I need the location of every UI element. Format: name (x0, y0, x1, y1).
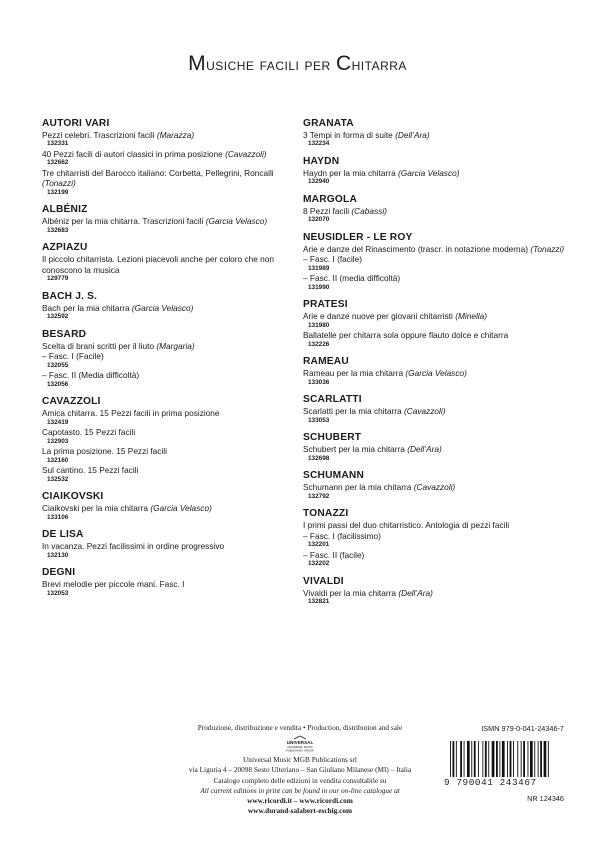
work-title (303, 330, 565, 340)
catalogue-code: 132053 (47, 589, 69, 597)
catalogue-note-it: Catalogo completo delle edizioni in vendita consultabile su (213, 775, 387, 785)
link-durand[interactable]: www.durand-salabert-eschig.com (247, 806, 353, 816)
barcode-bar (464, 741, 465, 777)
work-title (42, 408, 304, 418)
composer-name: SCHUMANN (303, 470, 365, 482)
work-title (303, 244, 565, 254)
catalogue-note-en: All current editions in print can be found in our on-line catalogue at (200, 785, 400, 795)
barcode-bar (544, 741, 547, 777)
catalogue-code: 129779 (47, 275, 69, 283)
catalogue-code: 132683 (47, 226, 69, 234)
work-editor: (Garcia Velasco) (398, 168, 460, 178)
barcode-bar (450, 741, 451, 777)
work-title (303, 311, 565, 321)
composer-name: HAYDN (303, 156, 340, 167)
work-title (303, 588, 565, 598)
work-editor: (Garcia Velasco) (150, 503, 212, 514)
catalogue-code: 132202 (308, 560, 330, 568)
barcode-bar (538, 741, 539, 777)
barcode-bar (510, 741, 512, 777)
barcode-bar (530, 741, 533, 777)
composer-entry (303, 231, 565, 292)
barcode-bar (548, 741, 549, 777)
catalogue-code: 131989 (308, 264, 330, 272)
work-text: Il piccolo chitarrista. Lezioni piacevoli anche per coloro che non conoscono la musica (42, 254, 274, 275)
work-title (303, 406, 565, 416)
work-title (42, 130, 304, 140)
work-editor: (Margaria) (156, 340, 195, 351)
composer-entry (42, 395, 304, 484)
catalogue-code: 132662 (47, 159, 69, 167)
work-editor: (Marazza) (156, 130, 195, 140)
work-editor: (Dell’Ara) (407, 444, 442, 455)
work-title (42, 579, 304, 589)
work-text: Scarlatti per la mia chitarra (303, 406, 404, 417)
ismn-number: ISMN 979-0-041-24346-7 (481, 724, 564, 733)
svg-text:UNIVERSAL: UNIVERSAL (286, 740, 314, 746)
composer-name: AUTORI VARI (42, 118, 110, 129)
barcode-bar (482, 741, 483, 777)
barcode-bar (517, 741, 518, 777)
composer-entry (42, 528, 304, 560)
composer-name: CIAIKOVSKI (42, 491, 104, 503)
work-editor: (Cavazzoli) (225, 149, 267, 159)
catalogue-code: 132419 (47, 418, 69, 426)
work-title (42, 303, 304, 313)
work-text: Sul cantino. 15 Pezzi facili (42, 465, 139, 476)
barcode-bar (534, 741, 535, 777)
work-text: 8 Pezzi facili (303, 206, 352, 216)
barcode-bar (467, 741, 470, 777)
barcode-bar (528, 741, 529, 777)
barcode-bar (460, 741, 462, 777)
composer-name: VIVALDI (303, 575, 344, 587)
work-editor: (Tonazzi) (42, 178, 76, 189)
work-title (303, 254, 565, 264)
work-text: Albéniz per la mia chitarra. Trascrizioni facili (42, 216, 206, 227)
work-text: – Fasc. I (facile) (303, 254, 363, 265)
catalogue-code: 132226 (308, 340, 330, 348)
work-text: Ballatelle per chitarra sola oppure flauto dolce e chitarra (303, 330, 509, 341)
work-title (42, 465, 304, 475)
catalogue-code: 132130 (47, 551, 69, 559)
barcode-bar (540, 741, 542, 777)
catalogue-right-column (303, 117, 565, 607)
barcode-bar (485, 741, 487, 777)
work-title (42, 254, 304, 275)
publisher-address: via Liguria 4 – 20098 Sesto Ulteriano – San Giuliano Milanese (MI) – Italia (188, 765, 412, 775)
catalogue-code: 132592 (47, 313, 69, 321)
barcode-bar (492, 741, 495, 777)
composer-entry (303, 575, 565, 607)
composer-name: GRANATA (303, 118, 354, 129)
composer-name: TONAZZI (303, 508, 349, 520)
barcode-bar (523, 741, 525, 777)
catalogue-code: 131980 (308, 321, 330, 329)
composer-entry (42, 490, 304, 522)
work-text: 3 Tempi in forma di suite (303, 130, 396, 140)
barcode-bar (496, 741, 498, 777)
work-text: Scelta di brani scritti per il liuto (42, 340, 157, 351)
publisher-footer (145, 723, 455, 816)
composer-name: BACH J. S. (42, 290, 98, 302)
work-text: Vivaldi per la mia chitarra (303, 587, 399, 598)
work-title (303, 130, 565, 140)
catalogue-code: 133053 (308, 416, 330, 424)
work-text: 40 Pezzi facili di autori classici in prima posizione (42, 149, 226, 159)
work-title (42, 427, 304, 437)
catalogue-code: 132532 (47, 475, 69, 483)
work-text: Pezzi celebri. Trascrizioni facili (42, 130, 157, 140)
barcode-bar (507, 741, 508, 777)
work-title (42, 503, 304, 513)
composer-name: ALBÉNIZ (42, 204, 88, 216)
work-text: – Fasc. II (facile) (303, 549, 365, 560)
catalogue-code: 132199 (47, 188, 69, 196)
catalogue-code: 132055 (47, 361, 69, 369)
composer-name: SCHUBERT (303, 432, 362, 444)
barcode-bar (488, 741, 489, 777)
composer-entry (303, 507, 565, 568)
composer-entry (42, 117, 304, 197)
work-text: Haydn per la mia chitarra (303, 168, 398, 178)
barcode-bar (471, 741, 472, 777)
catalogue-code: 132331 (47, 140, 69, 148)
work-text: Ciaikovski per la mia chitarra (42, 503, 151, 514)
work-editor: (Dell’Ara) (395, 130, 430, 140)
catalogue-code: 132234 (308, 140, 330, 148)
catalogue-code: 131990 (308, 283, 330, 291)
work-title (303, 444, 565, 454)
work-title (42, 541, 304, 551)
website-links: www.ricordi.it – www.ricordi.com (247, 796, 353, 806)
composer-name: DE LISA (42, 529, 84, 541)
catalogue-code: 133106 (47, 513, 69, 521)
work-title (303, 206, 565, 216)
catalogue-code: 132201 (308, 541, 330, 549)
work-text: Brevi melodie per piccole mani. Fasc. I (42, 579, 185, 590)
work-title (303, 482, 565, 492)
work-title (42, 216, 304, 226)
svg-text:PUBLISHING GROUP: PUBLISHING GROUP (286, 748, 314, 753)
composer-entry (42, 290, 304, 322)
composer-entry (42, 241, 304, 283)
barcode-bar (478, 741, 479, 777)
work-title (42, 168, 304, 189)
work-text: – Fasc. II (media difficoltà) (303, 273, 401, 284)
work-text: – Fasc. II (Media difficoltà) (42, 370, 140, 381)
barcode-bar (502, 741, 505, 777)
composer-entry (303, 431, 565, 463)
barcode-block (444, 724, 564, 803)
work-editor: (Dell’Ara) (398, 587, 433, 598)
work-editor: (Cavazzoli) (403, 406, 446, 417)
composer-name: MARGOLA (303, 194, 358, 205)
work-title (42, 341, 304, 351)
composer-entry (303, 393, 565, 425)
composer-entry (303, 298, 565, 349)
catalogue-code: 132792 (308, 492, 330, 500)
catalogue-left-column (42, 117, 304, 598)
catalogue-code: 132070 (308, 216, 330, 224)
composer-entry (42, 203, 304, 235)
catalogue-code: 132160 (47, 456, 69, 464)
work-editor: (Tonazzi) (530, 244, 565, 254)
svg-text:UNIVERSAL MUSIC: UNIVERSAL MUSIC (287, 745, 313, 750)
composer-name: SCARLATTI (303, 394, 362, 406)
work-editor: (Garcia Velasco) (205, 216, 268, 227)
work-title (42, 370, 304, 380)
work-text: Rameau per la mia chitarra (303, 368, 406, 379)
work-text: Amica chitarra. 15 Pezzi facili in prima posizione (42, 408, 220, 419)
catalogue-code: 132940 (308, 178, 330, 186)
work-text: Arie e danze nuove per giovani chitarristi (303, 311, 456, 322)
work-text: La prima posizione. 15 Pezzi facili (42, 446, 167, 457)
work-text: Capotasto. 15 Pezzi facili (42, 427, 136, 438)
barcode-bar (513, 741, 514, 777)
composer-entry (303, 193, 565, 225)
work-title (303, 520, 565, 530)
universal-music-logo (270, 735, 330, 753)
work-editor: (Cabassi) (351, 206, 387, 216)
catalogue-code: 133036 (308, 378, 330, 386)
work-editor: (Minella) (455, 311, 488, 322)
catalogue-nr: NR 124346 (527, 794, 564, 803)
work-title (303, 273, 565, 283)
work-title (303, 368, 565, 378)
link-ricordi-it[interactable]: www.ricordi.it (247, 796, 293, 806)
catalogue-code: 132698 (308, 454, 330, 462)
composer-name: NEUSIDLER - LE ROY (303, 232, 413, 243)
barcode-bar (456, 741, 457, 777)
work-text: Schumann per la mia chitarra (303, 482, 414, 493)
catalogue-code: 132903 (47, 437, 69, 445)
composer-entry (303, 469, 565, 501)
barcode-bar (474, 741, 476, 777)
composer-entry (42, 566, 304, 598)
page-title: Musiche facili per Chitarra (188, 52, 407, 75)
work-text: Bach per la mia chitarra (42, 302, 132, 313)
composer-name: AZPIAZU (42, 242, 88, 254)
work-editor: (Garcia Velasco) (131, 302, 194, 313)
barcode-digits: 9 790041 243467 (444, 777, 537, 788)
work-title (303, 168, 565, 178)
barcode-bar (499, 741, 500, 777)
work-text: Tre chitarristi del Barocco italiano: Corbetta, Pellegrini, Roncalli (42, 168, 274, 178)
composer-entry (303, 155, 565, 187)
work-title (42, 149, 304, 159)
distribution-line: Produzione, distribuzione e vendita • Production, distribution and sale (197, 723, 403, 732)
composer-name: PRATESI (303, 299, 348, 311)
catalogue-code: 132821 (308, 598, 330, 606)
composer-entry (42, 328, 304, 389)
composer-name: CAVAZZOLI (42, 396, 101, 408)
work-text: – Fasc. I (Facile) (42, 351, 104, 362)
composer-name: RAMEAU (303, 356, 349, 368)
work-title (42, 351, 304, 361)
composer-name: DEGNI (42, 567, 76, 579)
work-text: In vacanza. Pezzi facilissimi in ordine progressivo (42, 541, 225, 552)
catalogue-code: 132056 (47, 380, 69, 388)
publisher-name: Universal Music MGB Publications srl (243, 755, 357, 765)
work-title (42, 446, 304, 456)
work-text: – Fasc. I (facilissimo) (303, 530, 381, 541)
barcode-bar (521, 741, 522, 777)
work-text: I primi passi del duo chitarristico. Antologia di pezzi facili (303, 520, 510, 531)
work-text: Arie e danze del Rinascimento (trascr. in notazione moderna) (303, 244, 531, 254)
work-text: Schubert per la mia chitarra (303, 444, 408, 455)
work-editor: (Cavazzoli) (413, 482, 456, 493)
composer-entry (303, 117, 565, 149)
composer-name: BESARD (42, 328, 87, 340)
link-ricordi-com[interactable]: www.ricordi.com (299, 796, 353, 806)
work-editor: (Garcia Velasco) (405, 368, 467, 379)
barcode-bars (444, 741, 564, 777)
composer-entry (303, 355, 565, 387)
barcode-bar (453, 741, 455, 777)
work-title (303, 550, 565, 560)
work-title (303, 531, 565, 541)
